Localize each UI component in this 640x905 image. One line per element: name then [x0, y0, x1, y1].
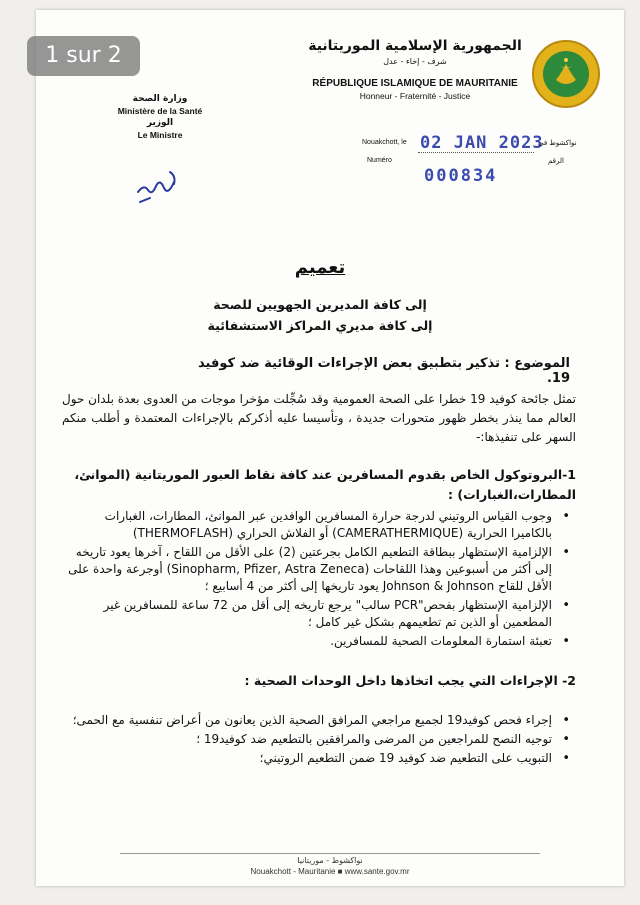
number-label-ar: الرقم: [548, 157, 564, 165]
motto-fr: Honneur - Fraternité - Justice: [359, 91, 471, 101]
addressee-line-1: إلى كافة المديرين الجهويين للصحة: [213, 297, 427, 312]
number-stamp: 000834: [424, 166, 498, 186]
number-label-fr: Numéro: [367, 157, 392, 164]
date-dotted-line: [418, 152, 534, 153]
list-item: • وجوب القياس الروتيني لدرجة حرارة المسافرين الوافدين عبر الموانئ، المطارات، الغبارات بالكاميرا الحرارية (CAMERATHERMIQUE) أو الفلاش الحراري (THERMOFLASH): [62, 508, 574, 542]
document-title: تعميم: [294, 257, 346, 278]
section-2-list: [62, 712, 574, 769]
list-item: • توجيه النصح للمراجعين من المرضى والمرافقين بالتطعيم ضد كوفيد19 ؛: [62, 731, 574, 748]
mauritania-emblem-icon: [532, 40, 600, 108]
date-label-fr: Nouakchott, le: [362, 139, 407, 146]
date-stamp: 02 JAN 2023: [420, 133, 544, 153]
date-label-ar: نواكشوط في: [538, 139, 577, 147]
minister-signature-icon: [130, 162, 190, 210]
list-item: • الإلزامية الإستظهار ببطاقة التطعيم الكامل بجرعتين (2) على الأقل من اللقاح ، آخرها يعود تاريخه إلى أكثر من أسبوعين وهذا اللقاحات (Sinopharm, Pfizer, Astra Zeneca) أوجرعة واحدة على الأقل للقاح Johnson & Johnson يعود تاريخها إلى أكثر من 4 أسابيع ؛: [62, 544, 574, 595]
section-2-title: 2- الإجراءات التي يجب اتخاذها داخل الوحدات الصحية :: [244, 673, 576, 688]
addressee-line-2: إلى كافة مديري المراكز الاستشفائية: [207, 318, 433, 333]
page-indicator-badge: 1 sur 2: [27, 36, 140, 76]
footer-divider: [120, 853, 540, 854]
list-item: • الإلزامية الإستظهار بفحص"PCR سالب" يرجع تاريخه إلى أقل من 72 ساعة للمسافرين غير المطعمين أو الذين تم تطعيمهم بشكل غير كامل ؛: [62, 597, 574, 631]
intro-paragraph: تمثل جائحة كوفيد 19 خطرا على الصحة العمومية وقد سُجِّلت مؤخرا موجات من العدوى بعدة بلدان حول العالم مما ينذر بخطر ظهور متحورات جديدة ، وتأسيسا عليه أذكركم بالإجراءات المعتمدة و أطلب منكم السهر على تنفيذها:-: [62, 392, 577, 444]
motto-ar: شرف - إخاء - عدل: [383, 57, 447, 66]
ministry-fr: Ministère de la Santé: [117, 106, 203, 116]
list-item: • التبويب على التطعيم ضد كوفيد 19 ضمن التطعيم الروتيني؛: [62, 750, 574, 767]
list-item: • إجراء فحص كوفيد19 لجميع مراجعي المرافق الصحية الذين يعانون من أعراض تنفسية مع الحمى؛: [62, 712, 574, 729]
section-1-title: 1-البروتوكول الخاص بقدوم المسافرين عند كافة نقاط العبور الموريتانية (الموانئ، المطارات،الغبارات) :: [74, 467, 576, 502]
footer-address: Nouakchott - Mauritanie ■ www.sante.gov.mr: [250, 867, 410, 876]
minister-fr: Le Ministre: [137, 130, 183, 140]
subject-line: الموضوع : تذكير بتطبيق بعض الإجراءات الوقائية ضد كوفيد 19.: [198, 356, 570, 386]
country-name-ar: الجمهورية الإسلامية الموريتانية: [308, 38, 522, 54]
minister-ar: الوزير: [146, 118, 174, 128]
footer-city-ar: نواكشوط - موريتانيا: [297, 856, 363, 865]
ministry-ar: وزارة الصحة: [132, 94, 188, 104]
list-item: • تعبئة استمارة المعلومات الصحية للمسافرين.: [62, 633, 574, 650]
section-1-list: [62, 508, 574, 652]
country-name-fr: RÉPUBLIQUE ISLAMIQUE DE MAURITANIE: [312, 78, 518, 89]
